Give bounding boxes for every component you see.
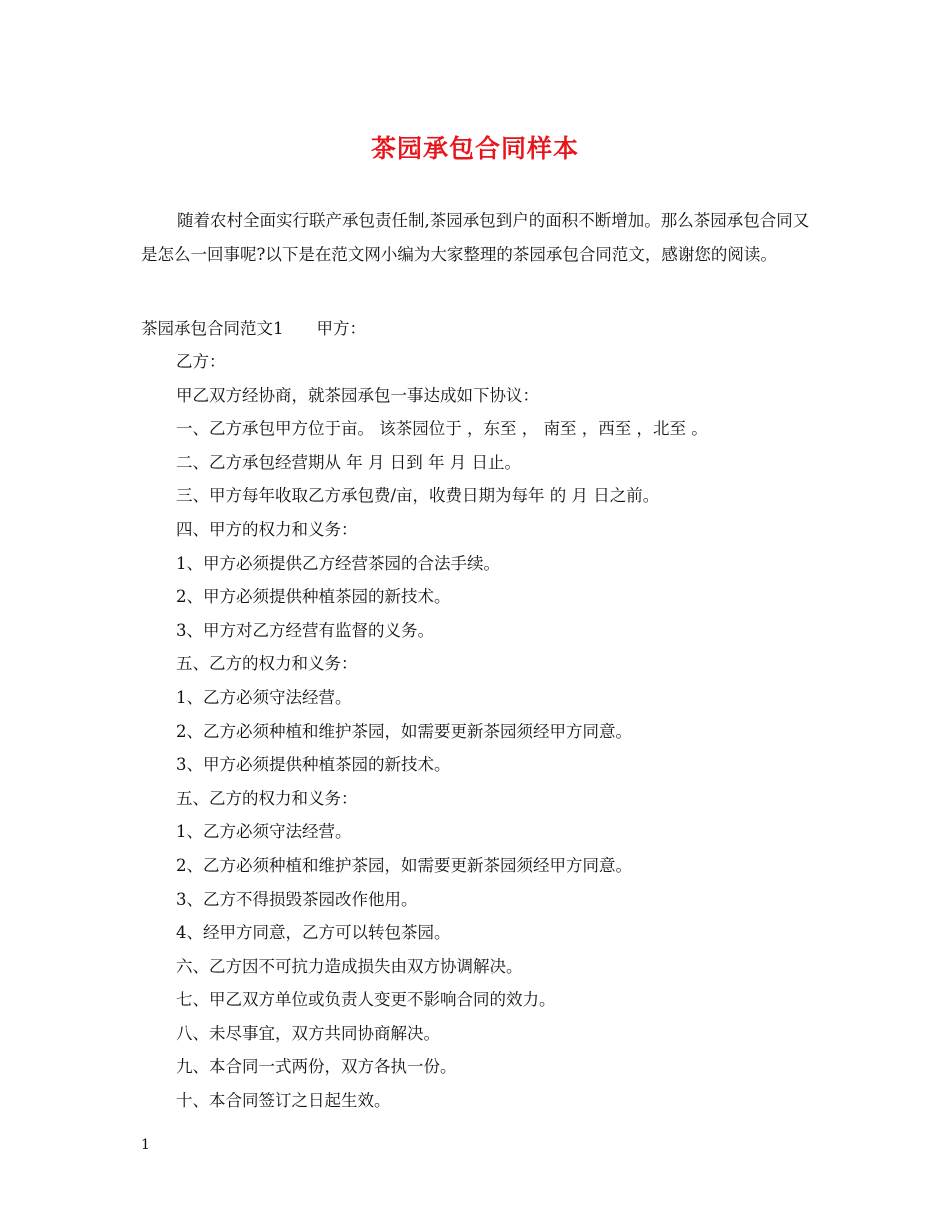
document-title: 茶园承包合同样本: [370, 134, 579, 163]
lead-line: 茶园承包合同范文1 甲方：: [141, 319, 366, 338]
contract-line: 3、乙方不得损毁茶园改作他用。: [176, 889, 418, 909]
contract-line: 五、乙方的权力和义务：: [176, 654, 358, 674]
contract-line: 七、甲乙双方单位或负责人变更不影响合同的效力。: [176, 990, 556, 1010]
contract-line: 甲乙双方经协商，就茶园承包一事达成如下协议：: [176, 385, 539, 405]
contract-line: 3、甲方对乙方经营有监督的义务。: [176, 620, 434, 640]
contract-line: 六、乙方因不可抗力造成损失由双方协调解决。: [176, 956, 523, 976]
contract-line: 2、乙方必须种植和维护茶园，如需要更新茶园须经甲方同意。: [176, 855, 632, 875]
contract-line: 三、甲方每年收取乙方承包费/亩，收费日期为每年 的 月 日之前。: [176, 486, 660, 506]
contract-line: 3、甲方必须提供种植茶园的新技术。: [176, 755, 451, 775]
contract-line: 十、本合同签订之日起生效。: [176, 1091, 391, 1111]
page-number: 1: [141, 1137, 150, 1153]
contract-line: 乙方：: [176, 352, 226, 371]
contract-line: 2、乙方必须种植和维护茶园，如需要更新茶园须经甲方同意。: [176, 721, 632, 741]
contract-line: 一、乙方承包甲方位于亩。 该茶园位于 ，东至 ， 南至 ，西至 ，北至 。: [176, 419, 708, 439]
contract-line: 4、经甲方同意，乙方可以转包茶园。: [176, 923, 451, 943]
contract-line: 1、乙方必须守法经营。: [176, 687, 352, 707]
contract-line: 2、甲方必须提供种植茶园的新技术。: [176, 587, 451, 607]
intro-paragraph: 随着农村全面实行联产承包责任制,茶园承包到户的面积不断增加。那么茶园承包合同又是怎么一回事呢?以下是在范文网小编为大家整理的茶园承包合同范文，感谢您的阅读。: [141, 211, 810, 264]
contract-line: 1、甲方必须提供乙方经营茶园的合法手续。: [176, 553, 500, 573]
contract-line: 1、乙方必须守法经营。: [176, 822, 352, 842]
contract-body: [176, 345, 836, 1118]
contract-line: 九、本合同一式两份，双方各执一份。: [176, 1057, 457, 1077]
contract-line: 八、未尽事宜，双方共同协商解决。: [176, 1023, 440, 1043]
contract-line: 二、乙方承包经营期从 年 月 日到 年 月 日止。: [176, 452, 521, 472]
contract-line: 四、甲方的权力和义务：: [176, 519, 358, 539]
contract-line: 五、乙方的权力和义务：: [176, 788, 358, 808]
